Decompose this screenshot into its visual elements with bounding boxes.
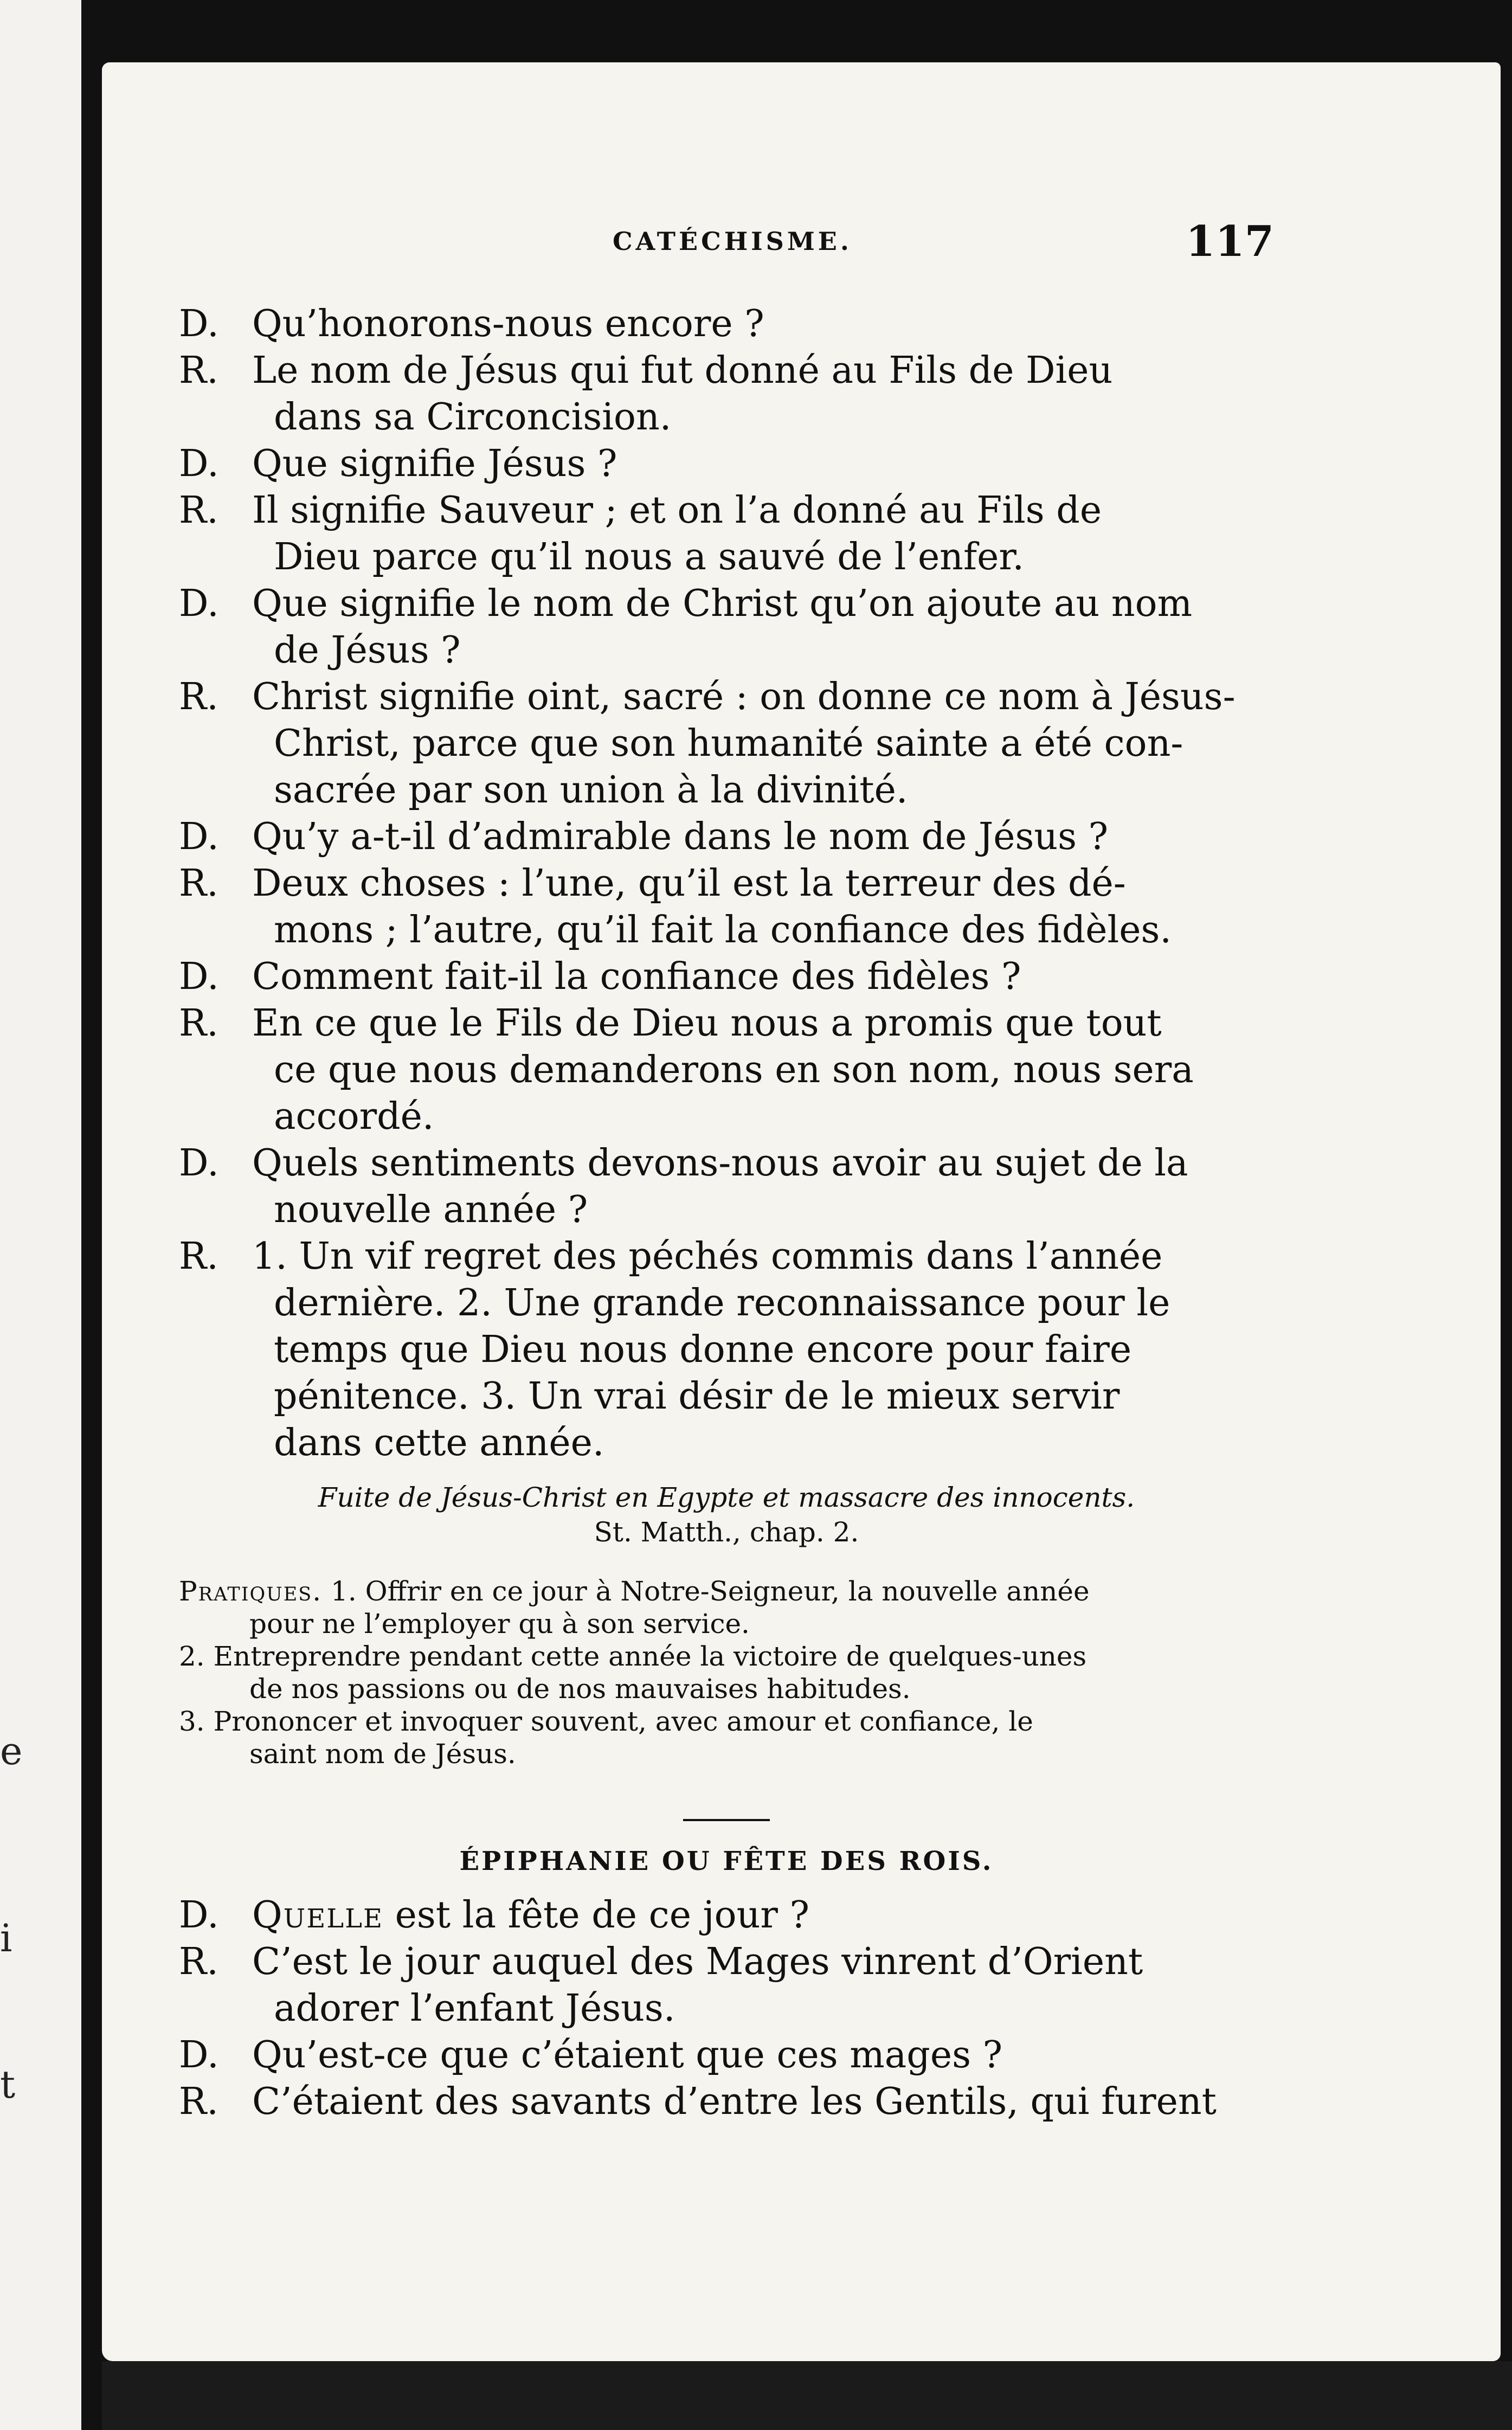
practices-heading: Pratiques.	[179, 1576, 323, 1607]
edge-fragment: e	[0, 1729, 23, 1773]
running-head	[179, 217, 1274, 271]
qa-line: ce que nous demanderons en son nom, nous sera	[274, 1049, 1194, 1091]
qa-line: temps que Dieu nous donne encore pour faire	[274, 1328, 1132, 1371]
practice-line: Prononcer et invoquer souvent, avec amour et confiance, le	[213, 1706, 1033, 1737]
qa-line: C’étaient des savants d’entre les Gentils, qui furent	[252, 2080, 1217, 2123]
page-number: 117	[1186, 217, 1274, 266]
section-rule	[683, 1819, 770, 1821]
qa-line: Comment fait-il la confiance des fidèles ?	[252, 955, 1021, 998]
qa-line: est la fête de ce jour ?	[383, 1894, 809, 1937]
qa-item	[179, 348, 1274, 441]
qa-line: Qu’est-ce que c’étaient que ces mages ?	[252, 2034, 1003, 2077]
qa-item	[179, 860, 1274, 954]
qa-line: Que signifie Jésus ?	[252, 442, 617, 485]
edge-fragment: t	[0, 2062, 16, 2107]
qa-first-word: Quelle	[252, 1894, 384, 1937]
qa-line: Le nom de Jésus qui fut donné au Fils de Dieu	[252, 349, 1113, 392]
practice-line: Offrir en ce jour à Notre-Seigneur, la nouvelle année	[365, 1576, 1090, 1607]
qa-line: mons ; l’autre, qu’il fait la confiance des fidèles.	[274, 909, 1172, 952]
practice-number: 1.	[331, 1576, 357, 1607]
qa-line: sacrée par son union à la divinité.	[274, 769, 908, 812]
caption-line: Fuite de Jésus-Christ en Egypte et massacre des innocents.	[318, 1482, 1135, 1513]
qa-line: Il signifie Sauveur ; et on l’a donné au Fils de	[252, 489, 1102, 532]
qa-label: R.	[179, 1002, 218, 1045]
qa-label: R.	[179, 1940, 218, 1983]
qa-line: Qu’honorons-nous encore ?	[252, 303, 764, 345]
qa-line: dernière. 2. Une grande reconnaissance pour le	[274, 1282, 1170, 1325]
qa-line: accordé.	[274, 1095, 434, 1138]
qa-item	[179, 301, 1274, 348]
qa-item	[179, 954, 1274, 1000]
qa-label: D.	[179, 442, 219, 485]
section-title: ÉPIPHANIE OU FÊTE DES ROIS.	[459, 1846, 994, 1876]
qa-line: 1. Un vif regret des péchés commis dans l’année	[252, 1235, 1163, 1278]
practice-line: Entreprendre pendant cette année la victoire de quelques-unes	[213, 1641, 1087, 1672]
qa-item	[179, 2079, 1274, 2125]
qa-item	[179, 1000, 1274, 1140]
practice-number: 2.	[179, 1641, 205, 1672]
qa-line: dans cette année.	[274, 1422, 604, 1464]
qa-item	[179, 1892, 1274, 1939]
qa-line: C’est le jour auquel des Mages vinrent d’Orient	[252, 1940, 1143, 1983]
qa-item	[179, 1140, 1274, 1233]
qa-label: R.	[179, 1235, 218, 1278]
qa-item	[179, 487, 1274, 581]
qa-label: R.	[179, 489, 218, 532]
illustration-caption	[179, 1480, 1274, 1550]
edge-fragment: i	[0, 1916, 12, 1960]
practice-line: de nos passions ou de nos mauvaises habitudes.	[249, 1673, 911, 1705]
qa-item	[179, 1939, 1274, 2032]
qa-item	[179, 674, 1274, 814]
qa-item	[179, 814, 1274, 860]
qa-line: Christ signifie oint, sacré : on donne ce nom à Jésus-	[252, 676, 1236, 718]
adjacent-page-strip	[0, 0, 81, 2430]
running-title: CATÉCHISME.	[613, 227, 852, 256]
qa-label: R.	[179, 2080, 218, 2123]
caption-reference: St. Matth., chap. 2.	[594, 1516, 859, 1548]
qa-label: R.	[179, 862, 218, 905]
qa-label: D.	[179, 1142, 219, 1185]
qa-item	[179, 2032, 1274, 2079]
qa-line: dans sa Circoncision.	[274, 396, 672, 439]
qa-line: nouvelle année ?	[274, 1188, 588, 1231]
practices	[179, 1575, 1274, 1770]
qa-line: En ce que le Fils de Dieu nous a promis que tout	[252, 1002, 1162, 1045]
qa-item	[179, 581, 1274, 674]
qa-line: Quels sentiments devons-nous avoir au sujet de la	[252, 1142, 1188, 1185]
qa-line: Que signifie le nom de Christ qu’on ajoute au nom	[252, 582, 1193, 625]
qa-label: R.	[179, 349, 218, 392]
qa-label: D.	[179, 815, 219, 858]
bottom-shadow	[102, 2361, 1512, 2430]
qa-label: D.	[179, 955, 219, 998]
practice-number: 3.	[179, 1706, 205, 1737]
qa-label: D.	[179, 303, 219, 345]
qa-line: de Jésus ?	[274, 629, 461, 672]
qa-line: Qu’y a-t-il d’admirable dans le nom de Jésus ?	[252, 815, 1109, 858]
qa-line: Deux choses : l’une, qu’il est la terreur des dé-	[252, 862, 1126, 905]
qa-line: pénitence. 3. Un vrai désir de le mieux servir	[274, 1375, 1120, 1418]
practice-line: pour ne l’employer qu à son service.	[249, 1608, 750, 1640]
qa-item	[179, 1233, 1274, 1467]
qa-item	[179, 441, 1274, 487]
practice-line: saint nom de Jésus.	[249, 1738, 516, 1770]
qa-label: D.	[179, 582, 219, 625]
qa-line: adorer l’enfant Jésus.	[274, 1987, 675, 2030]
qa-line: Christ, parce que son humanité sainte a été con-	[274, 722, 1183, 765]
qa-label: D.	[179, 1894, 219, 1937]
qa-label: D.	[179, 2034, 219, 2077]
qa-line: Dieu parce qu’il nous a sauvé de l’enfer.	[274, 536, 1025, 578]
binding-shadow	[81, 0, 103, 2430]
qa-label: R.	[179, 676, 218, 718]
